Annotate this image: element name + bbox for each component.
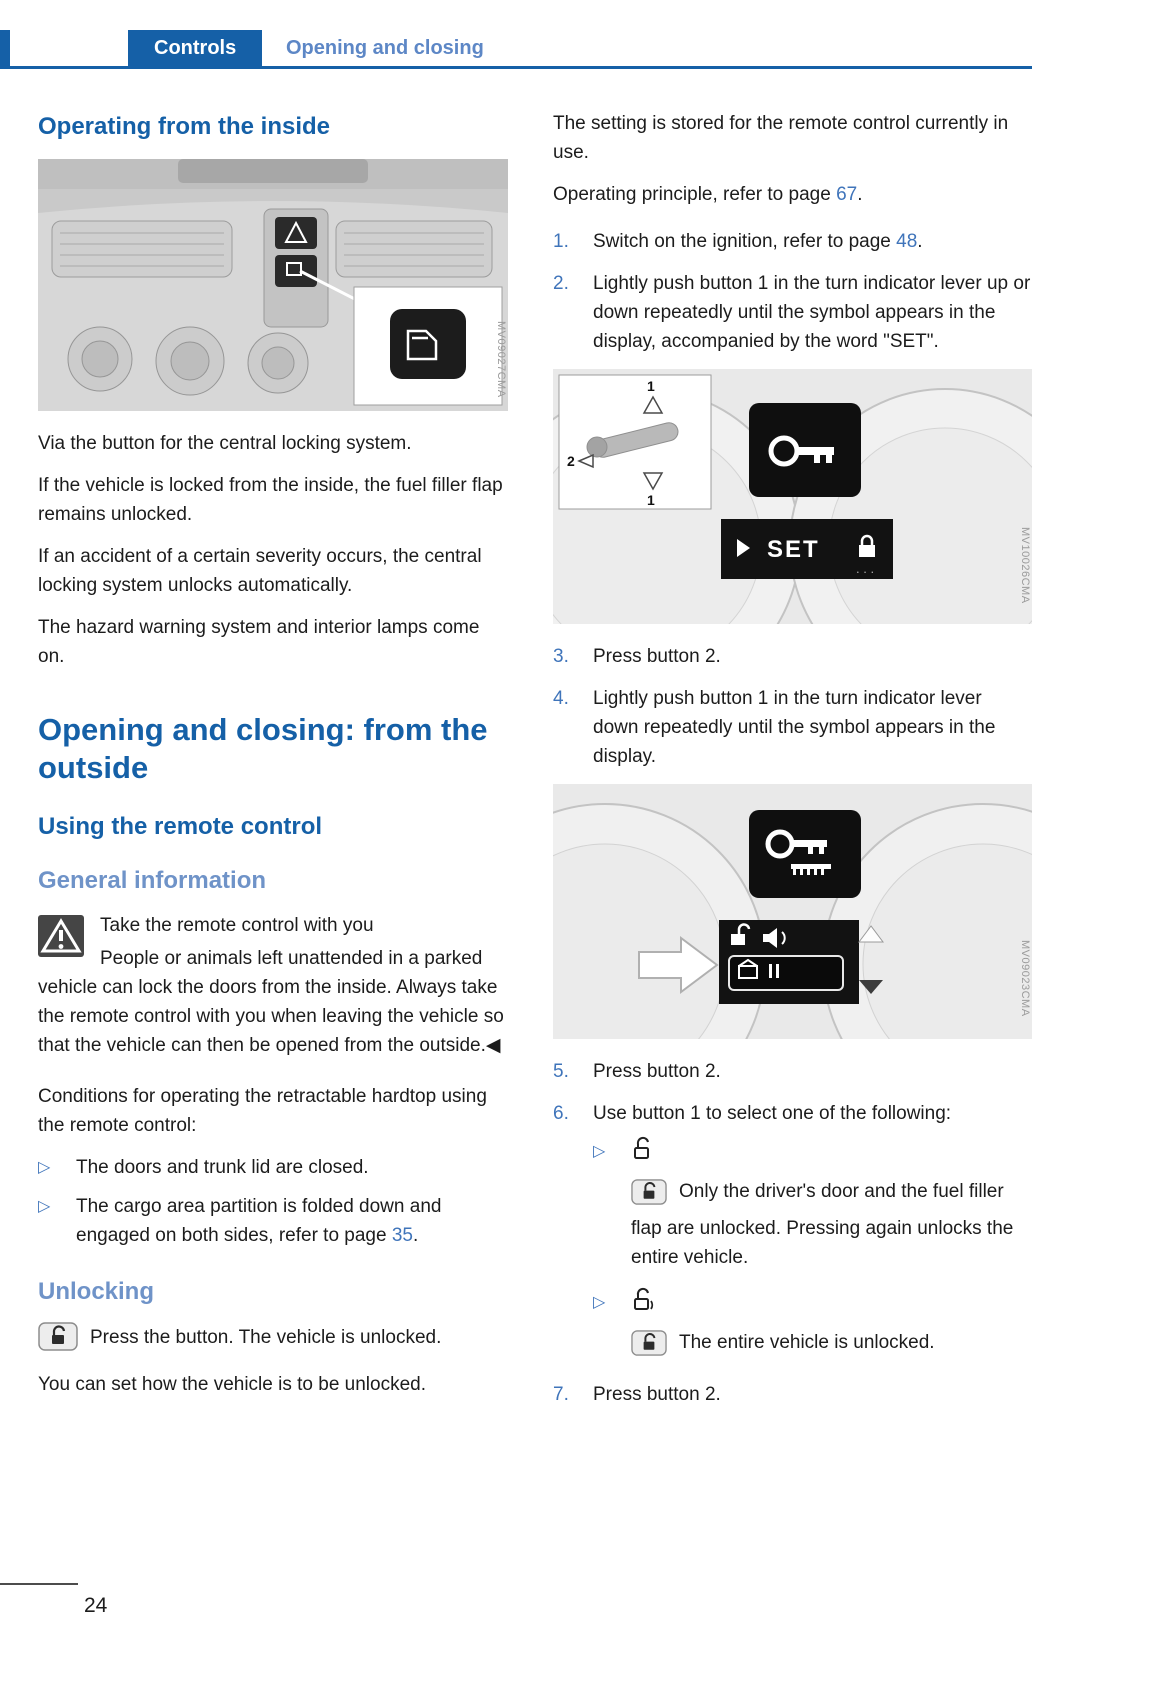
step-number: 1.: [553, 231, 569, 252]
condition-item-1: [38, 1153, 508, 1182]
triangle-bullet: ▷: [38, 1159, 51, 1176]
step-3: [553, 642, 1032, 671]
warning-title: Take the remote control with you: [100, 915, 374, 936]
cluster-set-figure: [553, 369, 1032, 624]
principle-post: .: [857, 184, 863, 205]
set-display-text: SET: [767, 536, 820, 563]
unlock-instruction: Press the button. The vehicle is unlocked.: [90, 1327, 442, 1348]
figure-watermark: MV09023CMA: [1019, 940, 1031, 1017]
triangle-bullet: ▷: [593, 1294, 606, 1311]
full-unlock-icon: [631, 1287, 657, 1318]
warning-body: People or animals left unattended in a parked vehicle can lock the doors from the inside. Always take the remote control with you when leaving the vehicle so that the vehicle can then be opened from the outside.◀: [38, 948, 504, 1056]
lever-label-1-top: 1: [647, 378, 655, 394]
step-5: [553, 1057, 1032, 1086]
page-link-48[interactable]: 48: [896, 231, 918, 252]
page-footer: [0, 1583, 300, 1618]
figure-watermark: MV09027CMA: [495, 321, 507, 398]
footer-rule: [0, 1583, 78, 1585]
para-accident: If an accident of a certain severity occurs, the central locking system unlocks automatically.: [38, 546, 482, 596]
triangle-bullet: ▷: [38, 1198, 51, 1215]
option-1-selector: [593, 1136, 1032, 1167]
conditions-intro: Conditions for operating the retractable hardtop using the remote control:: [38, 1086, 487, 1136]
para-fuel-flap: If the vehicle is locked from the inside, the fuel filler flap remains unlocked.: [38, 475, 503, 525]
heading-general-information: General information: [38, 867, 267, 894]
left-column: [38, 109, 508, 1422]
edge-tab-marker: [0, 30, 10, 66]
heading-operating-inside: Operating from the inside: [38, 113, 331, 140]
para-operating-principle: [553, 180, 1032, 209]
single-unlock-icon: [631, 1136, 653, 1167]
step-number: 6.: [553, 1103, 569, 1124]
display-dots: . . .: [856, 561, 875, 576]
unlock-button-icon: [631, 1179, 667, 1214]
cluster-unlock-photo: [553, 784, 1032, 1039]
triangle-bullet: ▷: [593, 1143, 606, 1160]
step-7: [553, 1380, 1032, 1409]
step-5-text: Press button 2.: [593, 1061, 721, 1082]
page-body: [0, 69, 1165, 1422]
page-link-67[interactable]: 67: [836, 184, 858, 205]
chapter-title: Opening and closing: [286, 37, 484, 59]
right-column: [553, 109, 1032, 1422]
page-link-35[interactable]: 35: [391, 1225, 413, 1246]
central-lock-button: [275, 255, 317, 287]
page-header: [0, 30, 1032, 69]
condition-2-post: .: [413, 1225, 419, 1246]
option-1-description: [631, 1177, 1032, 1272]
heading-opening-outside: Opening and closing: from the outside: [38, 712, 488, 785]
dashboard-figure: [38, 159, 508, 411]
lever-label-2: 2: [567, 453, 575, 469]
condition-1-text: The doors and trunk lid are closed.: [76, 1157, 369, 1178]
step-3-text: Press button 2.: [593, 646, 721, 667]
condition-item-2: [38, 1192, 508, 1250]
heading-unlocking: Unlocking: [38, 1278, 155, 1305]
para-hazard: The hazard warning system and interior lamps come on.: [38, 617, 480, 667]
warning-hint: [38, 911, 508, 1060]
condition-2-pre: The cargo area partition is folded down and engaged on both sides, refer to page: [76, 1196, 442, 1246]
option-2-description: [631, 1328, 1032, 1365]
step-2-text: Lightly push button 1 in the turn indicator lever up or down repeatedly until the symbol appears in the display, accompanied by the word "SET".: [593, 273, 1031, 352]
step-number: 3.: [553, 646, 569, 667]
option-1-text: Only the driver's door and the fuel filler flap are unlocked. Pressing again unlocks the entire vehicle.: [631, 1181, 1014, 1268]
cluster-set-photo: [553, 369, 1032, 624]
step-number: 4.: [553, 688, 569, 709]
step-1-text: [593, 227, 1032, 256]
step-6: [553, 1099, 1032, 1128]
manual-page: [0, 30, 1165, 1683]
step-1-post: .: [917, 231, 923, 252]
unlock-instruction-line: [38, 1322, 508, 1360]
central-lock-button-inset: [390, 309, 466, 379]
step-number: 5.: [553, 1061, 569, 1082]
option-2-text: The entire vehicle is unlocked.: [679, 1332, 935, 1353]
step-7-text: Press button 2.: [593, 1384, 721, 1405]
unlock-note: You can set how the vehicle is to be unlocked.: [38, 1374, 426, 1395]
step-1-pre: Switch on the ignition, refer to page: [593, 231, 897, 252]
step-1: [553, 227, 1032, 256]
para-setting-stored: The setting is stored for the remote control currently in use.: [553, 113, 1009, 163]
step-number: 7.: [553, 1384, 569, 1405]
unlock-button-icon: [38, 1322, 78, 1360]
principle-pre: Operating principle, refer to page: [553, 184, 837, 205]
para-central-locking: Via the button for the central locking system.: [38, 433, 412, 454]
option-2-selector: [593, 1287, 1032, 1318]
step-2: [553, 269, 1032, 356]
section-tab: Controls: [128, 30, 262, 66]
page-number: 24: [84, 1594, 108, 1617]
dashboard-photo: [38, 159, 508, 411]
heading-remote-control: Using the remote control: [38, 813, 323, 840]
condition-2-text: [76, 1192, 508, 1250]
figure-watermark: MV10026CMA: [1019, 527, 1031, 604]
step-4-text: Lightly push button 1 in the turn indicator lever down repeatedly until the symbol appears in the display.: [593, 688, 996, 767]
unlock-button-icon: [631, 1330, 667, 1365]
warning-icon: [38, 915, 84, 962]
lever-label-1-bottom: 1: [647, 492, 655, 508]
cluster-unlock-figure: [553, 784, 1032, 1039]
step-4: [553, 684, 1032, 771]
step-number: 2.: [553, 273, 569, 294]
step-6-text: Use button 1 to select one of the following:: [593, 1103, 952, 1124]
